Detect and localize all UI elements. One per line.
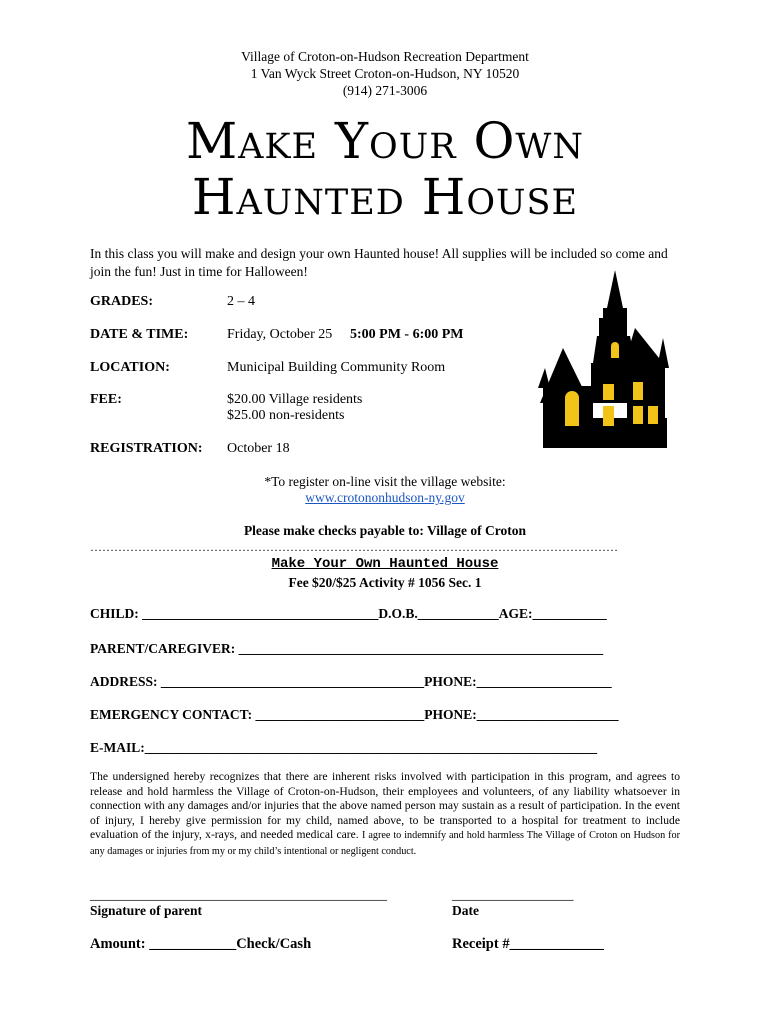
intro-text: In this class you will make and design your own Haunted house! All supplies will be included so come and join the fun! Just in time for Halloween!: [90, 246, 668, 279]
date-label: Date: [452, 903, 479, 918]
checks-payable-text: Please make checks payable to: Village of Croton: [243, 523, 527, 538]
location-value: Municipal Building Community Room: [227, 360, 446, 375]
grades-value: 2 – 4: [227, 294, 255, 309]
datetime-label: DATE & TIME:: [90, 327, 189, 342]
tear-line: ……………………………………………………………………………………………………………………: [90, 540, 618, 554]
time-value: 5:00 PM - 6:00 PM: [350, 327, 464, 342]
amount-field[interactable]: Amount: ____________Check/Cash: [90, 936, 312, 952]
waiver-indemnify: I agree to indemnify and hold harmless The Village of Croton on Hudson for any damages or injuries from my or my child’s intentional or negligent conduct.: [90, 830, 681, 857]
emergency-contact-field[interactable]: EMERGENCY CONTACT: _________________________PHONE:_____________________: [90, 707, 619, 722]
parent-field[interactable]: PARENT/CAREGIVER: ______________________________________________________: [90, 641, 604, 656]
org-phone: (914) 271-3006: [342, 83, 428, 98]
grades-label: GRADES:: [90, 294, 154, 309]
location-label: LOCATION:: [90, 360, 170, 375]
haunted-house-icon: [535, 268, 670, 453]
receipt-field[interactable]: Receipt #_____________: [452, 936, 604, 952]
org-address: 1 Van Wyck Street Croton-on-Hudson, NY 10520: [250, 66, 520, 81]
email-field[interactable]: E-MAIL:___________________________________________________________________: [90, 740, 597, 755]
address-phone-field[interactable]: ADDRESS: _______________________________________PHONE:____________________: [90, 674, 612, 689]
signature-line[interactable]: ____________________________________________: [90, 887, 387, 902]
page-title-line2: Haunted House: [191, 168, 579, 226]
date-line[interactable]: __________________: [452, 887, 574, 902]
waiver-main: The undersigned hereby recognizes that there are inherent risks involved with participation in this program, and agrees to release and hold harmless the Village of Croton-on-Hudson, their employees and volunteers, of any liability whatsoever in connection with any damages and/or injuries that the above named person may sustain as a result of participation. In the event of injury, I hereby give permission for my child, named above, to be transported to a hospital for treatment to include evaluation of the injury, x-rays, and needed medical care.: [90, 770, 680, 842]
org-name: Village of Croton-on-Hudson Recreation Department: [241, 49, 529, 64]
village-website-link[interactable]: www.crotononhudson-ny.gov: [305, 490, 465, 505]
page-title-line1: Make Your Own: [185, 112, 585, 170]
registration-label: REGISTRATION:: [90, 441, 203, 456]
form-subtitle: Fee $20/$25 Activity # 1056 Sec. 1: [288, 575, 482, 590]
fee-label: FEE:: [90, 392, 122, 407]
fee-value-nonresidents: $25.00 non-residents: [227, 408, 345, 423]
form-title: Make Your Own Haunted House: [271, 556, 499, 572]
signature-label: Signature of parent: [90, 903, 203, 918]
child-field[interactable]: CHILD: ___________________________________D.O.B.____________AGE:___________: [90, 606, 607, 621]
online-register-text: *To register on-line visit the village website:: [264, 474, 506, 489]
fee-value-residents: $20.00 Village residents: [227, 392, 363, 407]
date-value: Friday, October 25: [227, 327, 333, 342]
registration-value: October 18: [227, 441, 290, 456]
waiver-text: [90, 770, 680, 860]
